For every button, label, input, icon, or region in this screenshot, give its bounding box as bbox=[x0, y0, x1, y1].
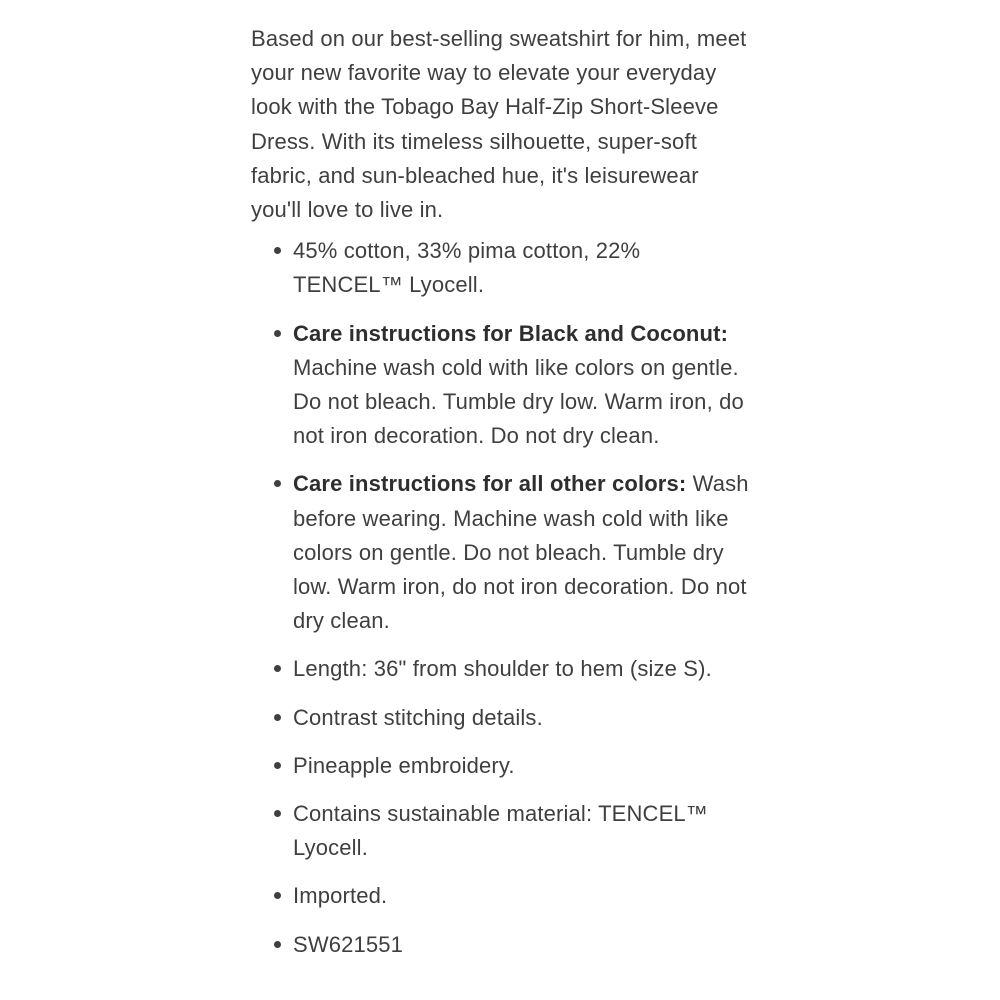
bullet-icon bbox=[274, 330, 281, 337]
feature-text: SW621551 bbox=[293, 931, 404, 957]
feature-text: Wash before wearing. Machine wash cold with like colors on gentle. Do not bleach. Tumble dry low. Warm iron, do not iron decoration. Do not dry clean. bbox=[293, 471, 749, 634]
bullet-icon bbox=[274, 941, 281, 948]
feature-text: Length: 36" from shoulder to hem (size S). bbox=[293, 656, 712, 682]
feature-text: Imported. bbox=[293, 883, 388, 909]
list-item bbox=[251, 797, 751, 865]
bullet-icon bbox=[274, 247, 281, 254]
list-item bbox=[251, 701, 751, 735]
feature-text: Machine wash cold with like colors on gentle. Do not bleach. Tumble dry low. Warm iron, do not iron decoration. Do not dry clean. bbox=[293, 354, 744, 449]
bullet-icon bbox=[274, 665, 281, 672]
list-item bbox=[251, 467, 751, 638]
product-description bbox=[251, 22, 751, 976]
bullet-icon bbox=[274, 892, 281, 899]
list-item bbox=[251, 317, 751, 454]
intro-paragraph: Based on our best-selling sweatshirt for him, meet your new favorite way to elevate your everyday look with the Tobago Bay Half-Zip Short-Sleeve Dress. With its timeless silhouette, super-soft fabric, and sun-bleached hue, it's leisurewear you'll love to live in. bbox=[251, 26, 747, 223]
list-item bbox=[251, 652, 751, 686]
bullet-icon bbox=[274, 762, 281, 769]
feature-lead: Care instructions for Black and Coconut: bbox=[293, 320, 729, 346]
list-item bbox=[251, 879, 751, 913]
feature-lead: Care instructions for all other colors: bbox=[293, 471, 687, 497]
feature-list bbox=[251, 234, 751, 962]
bullet-icon bbox=[274, 714, 281, 721]
list-item bbox=[251, 234, 751, 302]
feature-text: 45% cotton, 33% pima cotton, 22% TENCEL™ Lyocell. bbox=[293, 238, 641, 298]
list-item bbox=[251, 749, 751, 783]
bullet-icon bbox=[274, 810, 281, 817]
list-item bbox=[251, 928, 751, 962]
bullet-icon bbox=[274, 480, 281, 487]
feature-text: Contains sustainable material: TENCEL™ Lyocell. bbox=[293, 801, 708, 861]
feature-text: Pineapple embroidery. bbox=[293, 752, 515, 778]
feature-text: Contrast stitching details. bbox=[293, 704, 543, 730]
